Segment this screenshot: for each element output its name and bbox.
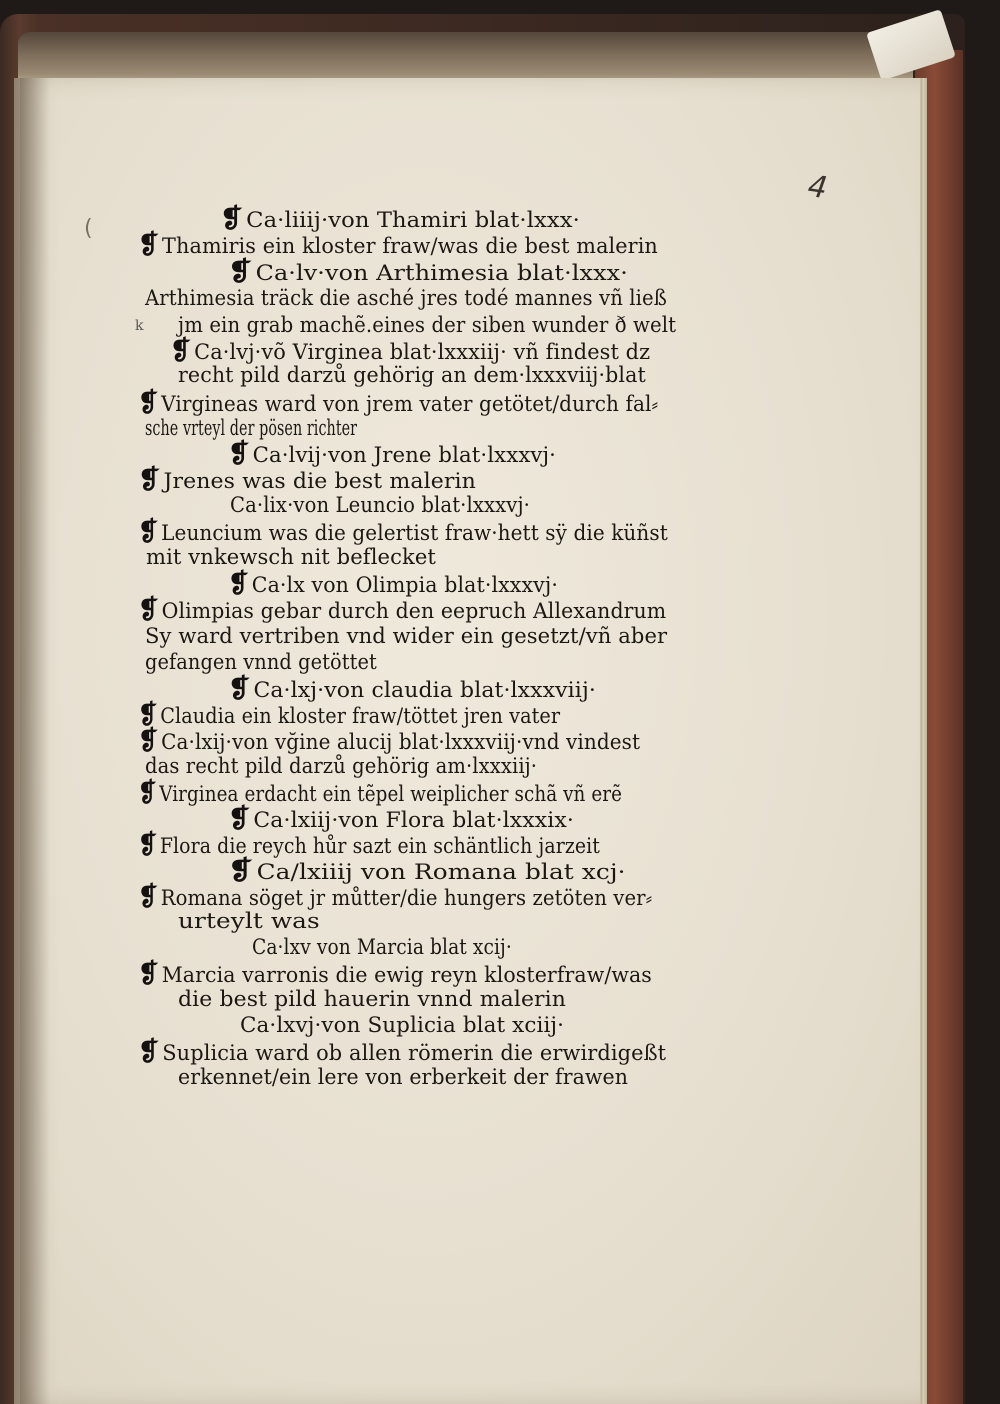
- pilcrow-mark: ❡: [138, 465, 161, 495]
- line-text: Claudia ein kloster fraw/töttet jren vater: [160, 704, 561, 729]
- text-line: [240, 1013, 564, 1039]
- line-text: Flora die reych hůr sazt ein schäntlich jarzeit: [159, 834, 600, 859]
- line-text: erkennet/ein lere von erberkeit der frawen: [178, 1065, 629, 1090]
- text-line: [138, 702, 560, 730]
- line-text: jm ein grab machẽ.eines der siben wunder ð welt: [178, 313, 677, 338]
- line-text: Sy ward vertriben vnd wider ein gesetzt/vñ aber: [145, 624, 668, 649]
- line-text: Ca·lxiij·von Flora blat·lxxxix·: [253, 808, 574, 833]
- pilcrow-mark: ❡: [138, 1037, 160, 1067]
- text-line: [228, 571, 558, 599]
- margin-mark: k: [135, 318, 144, 334]
- line-text: Ca/lxiiij von Romana blat xcj·: [256, 860, 626, 885]
- text-line: [228, 441, 556, 469]
- text-line: [146, 545, 436, 571]
- line-text: Suplicia ward ob allen römerin die erwirdigeßt: [162, 1041, 667, 1066]
- line-text: Marcia varronis die ewig reyn klosterfraw/was: [161, 963, 652, 988]
- pilcrow-mark: ❡: [220, 204, 244, 234]
- line-text: das recht pild darzů gehörig am·lxxxiij·: [145, 754, 538, 779]
- pilcrow-mark: ❡: [138, 830, 158, 860]
- text-line: [252, 935, 512, 961]
- text-line: [138, 519, 668, 547]
- text-line: [138, 884, 652, 912]
- text-line: [138, 728, 640, 756]
- pilcrow-mark: ❡: [138, 959, 159, 989]
- pilcrow-mark: ❡: [228, 439, 250, 469]
- line-text: Thamiris ein kloster fraw/was die best malerin: [162, 234, 658, 259]
- text-line: [138, 467, 476, 495]
- pilcrow-mark: ❡: [138, 517, 159, 547]
- line-text: Virginea erdacht ein tẽpel weiplicher schã vñ erẽ: [159, 782, 623, 807]
- text-line: [178, 313, 676, 339]
- text-line: [145, 286, 667, 312]
- line-text: mit vnkewsch nit beflecket: [146, 545, 437, 570]
- line-text: sche vrteyl der pösen richter: [145, 416, 358, 441]
- line-text: Ca·lxj·von claudia blat·lxxxviij·: [253, 678, 596, 703]
- line-text: Ca·lvj·võ Virginea blat·lxxxiij· vñ findest dz: [194, 340, 651, 365]
- pilcrow-mark: ❡: [138, 388, 159, 418]
- text-line: [138, 390, 658, 418]
- line-text: die best pild hauerin vnnd malerin: [178, 987, 567, 1012]
- line-text: Olimpias gebar durch den eepruch Allexandrum: [161, 599, 667, 624]
- text-line: [138, 780, 622, 808]
- text-line: [178, 987, 566, 1013]
- pilcrow-mark: ❡: [138, 595, 159, 625]
- pilcrow-mark: ❡: [138, 726, 159, 756]
- text-line: [220, 206, 580, 234]
- line-text: Ca·liiij·von Thamiri blat·lxxx·: [246, 208, 580, 233]
- pilcrow-mark: ❡: [138, 700, 158, 730]
- line-text: Ca·lvij·von Jrene blat·lxxxvj·: [252, 443, 557, 468]
- text-line: [145, 624, 667, 650]
- pilcrow-mark: ❡: [170, 336, 192, 366]
- pilcrow-mark: ❡: [228, 856, 254, 886]
- pilcrow-mark: ❡: [138, 778, 157, 808]
- text-line: [230, 493, 530, 519]
- text-line: [138, 832, 600, 860]
- line-text: Ca·lxij·von vğine alucij blat·lxxxviij·vnd vindest: [161, 730, 641, 755]
- line-text: Ca·lix·von Leuncio blat·lxxxvj·: [230, 493, 530, 518]
- text-line: [138, 961, 652, 989]
- text-line: [138, 597, 666, 625]
- line-text: gefangen vnnd getöttet: [145, 650, 377, 675]
- pilcrow-mark: ❡: [138, 882, 158, 912]
- line-text: Ca·lv·von Arthimesia blat·lxxx·: [255, 261, 628, 286]
- folio-number: 4: [805, 168, 830, 207]
- line-text: recht pild darzů gehörig an dem·lxxxviij·blat: [178, 363, 646, 388]
- text-line: [228, 676, 596, 704]
- pencil-mark: (: [84, 216, 93, 241]
- line-text: Leuncium was die gelertist fraw·hett sÿ die küñst: [161, 521, 668, 546]
- pilcrow-mark: ❡: [228, 257, 253, 287]
- text-line: [170, 338, 650, 366]
- line-text: Ca·lxv von Marcia blat xcij·: [252, 935, 512, 960]
- line-text: Jrenes was die best malerin: [163, 469, 476, 494]
- text-line: [228, 806, 574, 834]
- line-text: Arthimesia träck die asché jres todé mannes vñ ließ: [145, 286, 667, 311]
- text-line: [178, 909, 320, 935]
- line-text: Romana söget jr můtter/die hungers zetöten ver⸗: [160, 886, 653, 911]
- pilcrow-mark: ❡: [228, 569, 249, 599]
- text-line: [228, 259, 628, 287]
- text-line: [138, 1039, 666, 1067]
- text-line: [178, 363, 646, 389]
- line-text: Virgineas ward von jrem vater getötet/durch fal⸗: [161, 392, 659, 417]
- text-line: [145, 754, 537, 780]
- line-text: Ca·lx von Olimpia blat·lxxxvj·: [251, 573, 558, 598]
- line-text: Ca·lxvj·von Suplicia blat xciij·: [240, 1013, 565, 1038]
- text-line: [138, 232, 658, 260]
- pilcrow-mark: ❡: [228, 674, 251, 704]
- pilcrow-mark: ❡: [138, 230, 160, 260]
- text-line: [145, 416, 357, 442]
- text-line: [145, 650, 377, 676]
- text-line: [178, 1065, 628, 1091]
- line-text: urteylt was: [178, 909, 320, 934]
- pilcrow-mark: ❡: [228, 804, 251, 834]
- text-line: [228, 858, 626, 886]
